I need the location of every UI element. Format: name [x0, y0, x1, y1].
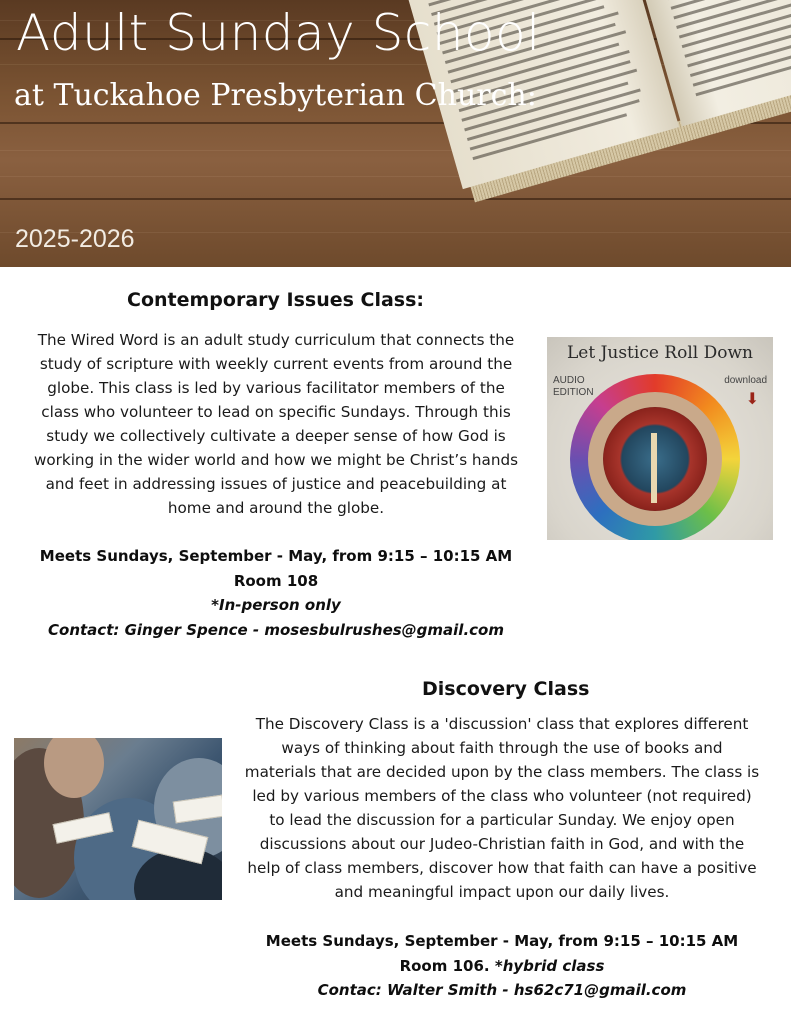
contemporary-description	[14, 328, 538, 520]
album-edition-line: EDITION	[553, 387, 594, 398]
album-edition-line: AUDIO	[553, 375, 585, 386]
album-title: Let Justice Roll Down	[566, 343, 753, 363]
album-cover-image	[547, 337, 773, 540]
person-silhouette	[44, 738, 104, 798]
room-and-format	[232, 954, 772, 979]
contemporary-heading: Contemporary Issues Class:	[127, 289, 425, 311]
class-discussion-photo	[14, 738, 222, 900]
description-line: and feet in addressing issues of justice and peacebuilding at	[45, 475, 507, 493]
discovery-description	[232, 712, 772, 904]
description-line: home and around the globe.	[167, 499, 385, 517]
description-line: help of class members, discover how that faith can have a positive	[247, 859, 757, 877]
description-line: globe. This class is led by various facilitator members of the	[47, 379, 505, 397]
header-banner	[0, 0, 791, 267]
discovery-details	[232, 929, 772, 1003]
page-title: Adult Sunday School	[16, 4, 541, 62]
description-line: study of scripture with weekly current events from around the	[39, 355, 513, 373]
meeting-schedule: Meets Sundays, September - May, from 9:15 – 10:15 AM	[39, 547, 513, 565]
album-edition	[553, 375, 594, 399]
room-number: Room 106.	[399, 956, 490, 975]
attendance-note: *hybrid class	[494, 956, 605, 975]
download-arrow-icon: ⬇	[745, 389, 759, 408]
description-line: ways of thinking about faith through the use of books and	[281, 739, 723, 757]
description-line: The Wired Word is an adult study curriculum that connects the	[37, 331, 515, 349]
description-line: study we collectively cultivate a deeper sense of how God is	[46, 427, 506, 445]
description-line: The Discovery Class is a 'discussion' class that explores different	[255, 715, 749, 733]
description-line: materials that are decided upon by the class members. The class is	[244, 763, 760, 781]
contemporary-details	[18, 544, 534, 642]
tree-of-life-icon	[651, 433, 657, 503]
contact-info: Contac: Walter Smith - hs62c71@gmail.com	[317, 981, 687, 999]
contact-info: Contact: Ginger Spence - mosesbulrushes@gmail.com	[48, 620, 504, 639]
attendance-note: *In-person only	[211, 596, 341, 614]
description-line: discussions about our Judeo-Christian faith in God, and with the	[259, 835, 745, 853]
page-subtitle: at Tuckahoe Presbyterian Church:	[14, 78, 537, 113]
album-download-label: download	[724, 375, 767, 386]
discovery-heading: Discovery Class	[422, 678, 590, 700]
description-line: working in the wider world and how we might be Christ’s hands	[33, 451, 519, 469]
description-line: class who volunteer to lead on specific Sundays. Through this	[41, 403, 511, 421]
meeting-schedule: Meets Sundays, September - May, from 9:15 – 10:15 AM	[265, 932, 739, 950]
description-line: led by various members of the class who volunteer (not required)	[252, 787, 752, 805]
description-line: to lead the discussion for a particular Sunday. We enjoy open	[269, 811, 735, 829]
school-year: 2025-2026	[15, 225, 135, 253]
description-line: and meaningful impact upon our daily lives.	[334, 883, 670, 901]
room-number: Room 108	[233, 571, 319, 590]
